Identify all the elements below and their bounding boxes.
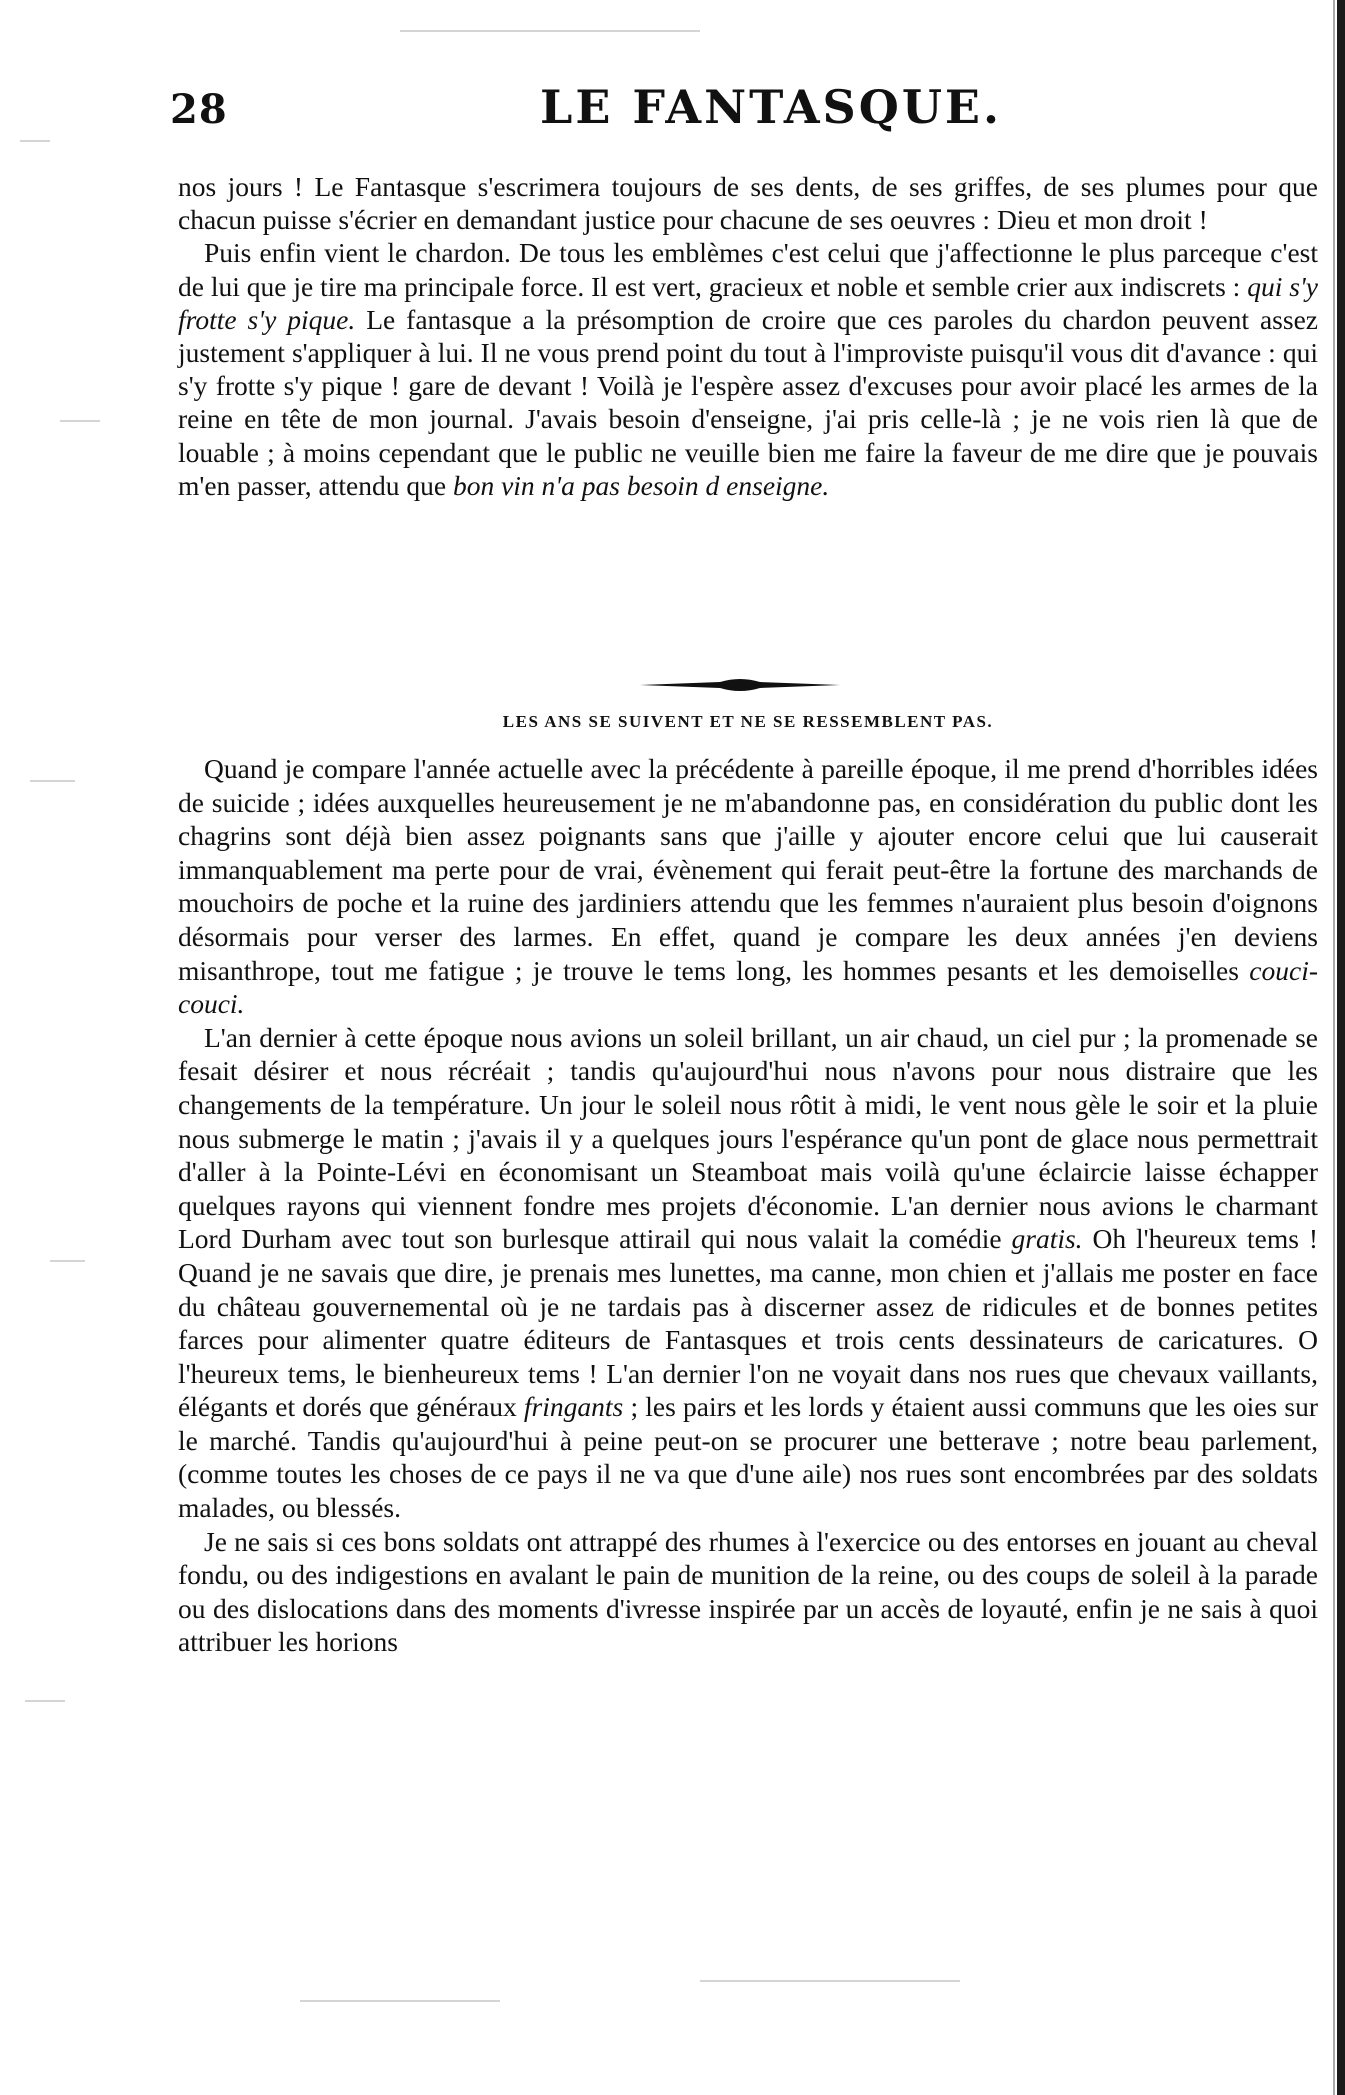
- intro-paragraph-2-text-b: Le fantasque a la présomption de croire que ces paroles du chardon peuvent assez justement s'appliquer à lui. Il ne vous prend point du tout à l'improviste puisqu'il vous dit d'avance : qui s'y frotte s'y pique ! gare de devant ! Voilà je l'espère assez d'excuses pour avoir placé les armes de la reine en tête de mon journal. J'avais besoin d'enseigne, j'ai pris celle-là ; je ne vois rien là que de louable ; à moins cependant que le public ne veuille bien me faire la faveur de me dire que je pouvais m'en passer, attendu que: [178, 303, 1319, 501]
- main-article: [178, 752, 1318, 1659]
- article-paragraph-2-text-a: L'an dernier à cette époque nous avions un soleil brillant, un air chaud, un ciel pur ; la promenade se fesait désirer et nous récréait ; tandis qu'aujourd'hui nous n'avons pour nous distraire que les changements de la température. Un jour le soleil nous rôtit à midi, le vent nous gèle le soir et la pluie nous submerge le matin ; j'avais il y a quelques jours l'espérance qu'un pont de glace nous permettrait d'aller à la Pointe-Lévi en économisant un Steamboat mais voilà qu'une éclaircie laisse échapper quelques rayons qui viennent fondre mes projets d'économie. L'an dernier nous avions le charmant Lord Durham avec tout son burlesque attirail qui nous valait la comédie: [178, 1021, 1318, 1255]
- article-paragraph-2: [178, 1021, 1318, 1525]
- journal-title: LE FANTASQUE.: [540, 80, 1003, 134]
- scan-speckle: [60, 420, 100, 422]
- scan-speckle: [50, 1260, 85, 1262]
- article-paragraph-2-text-c: ; les pairs et les lords y étaient aussi communs que les oies sur le marché. Tandis qu'aujourd'hui à peine peut-on se procurer une betterave ; notre beau parlement, (comme toutes les choses de ce pays il ne va que d'une aile) nos rues sont encombrées par des soldats malades, ou blessés.: [178, 1391, 1318, 1524]
- intro-paragraph-1-text: nos jours ! Le Fantasque s'escrimera toujours de ses dents, de ses griffes, de ses plumes pour que chacun puisse s'écrier en demandant justice pour chacune de ses oeuvres : Dieu et mon droit !: [178, 171, 1318, 236]
- running-head: [170, 80, 1310, 140]
- article-paragraph-2-text-b: Oh l'heureux tems ! Quand je ne savais que dire, je prenais mes lunettes, ma canne, mon chien et j'allais me poster en face du château gouvernemental où je ne tardais pas à discerner assez de ridicules et de bonnes petites farces pour alimenter quatre éditeurs de Fantasques et trois cents dessinateurs de caricatures. O l'heureux tems, le bienheureux tems ! L'an dernier l'on ne voyait dans nos rues que chevaux vaillants, élégants et dorés que généraux: [178, 1223, 1319, 1423]
- scan-speckle: [25, 1700, 65, 1702]
- scan-speckle: [400, 30, 700, 32]
- fringants-text: fringants: [523, 1391, 624, 1423]
- gratis-text: gratis.: [1011, 1223, 1083, 1255]
- ornamental-rule-icon: [640, 672, 840, 698]
- article-paragraph-1-text: Quand je compare l'année actuelle avec la précédente à pareille époque, il me prend d'horribles idées de suicide ; idées auxquelles heureusement je ne m'abandonne pas, en considération du public dont les chagrins sont déjà bien assez poignants sans que j'aille y ajouter encore celui que lui causerait immanquablement ma perte pour de vrai, évènement qui ferait peut-être la fortune des marchands de mouchoirs de poche et la ruine des jardiniers attendu que les femmes n'auraient plus besoin d'oignons désormais pour verser des larmes. En effet, quand je compare les deux années j'en deviens misanthrope, tout me fatigue ; je trouve le tems long, les hommes pesants et les demoiselles: [178, 753, 1318, 986]
- proverb-text: bon vin n'a pas besoin d enseigne.: [452, 469, 830, 501]
- couci-couci-text: couci-couci.: [178, 954, 1319, 1020]
- scan-speckle: [700, 1980, 960, 1982]
- scan-speckle: [30, 780, 75, 782]
- page-edge-shadow: [1333, 0, 1335, 2095]
- article-paragraph-1: [178, 752, 1318, 1021]
- intro-paragraph-2: [178, 236, 1318, 502]
- intro-article: [178, 170, 1318, 502]
- intro-paragraph-2-text-a: Puis enfin vient le chardon. De tous les emblèmes c'est celui que j'affectionne le plus parceque c'est de lui que je tire ma principale force. Il est vert, gracieux et noble et semble crier aux indiscrets :: [178, 237, 1318, 302]
- intro-paragraph-1: [178, 170, 1318, 236]
- scan-speckle: [300, 2000, 500, 2002]
- section-heading: LES ANS SE SUIVENT ET NE SE RESSEMBLENT PAS.: [502, 712, 994, 731]
- motto-text: qui s'y frotte s'y pique.: [178, 270, 1319, 335]
- page-number: 28: [170, 86, 228, 133]
- article-paragraph-3-text: Je ne sais si ces bons soldats ont attrappé des rhumes à l'exercice ou des entorses en jouant au cheval fondu, ou des indigestions en avalant le pain de munition de la reine, ou des coups de soleil à la parade ou des dislocations dans des moments d'ivresse inspirée par un accès de loyauté, enfin je ne sais à quoi attribuer les horions: [178, 1525, 1318, 1658]
- scan-speckle: [20, 140, 50, 142]
- page-edge-binding: [1337, 0, 1345, 2095]
- article-paragraph-3: [178, 1525, 1318, 1659]
